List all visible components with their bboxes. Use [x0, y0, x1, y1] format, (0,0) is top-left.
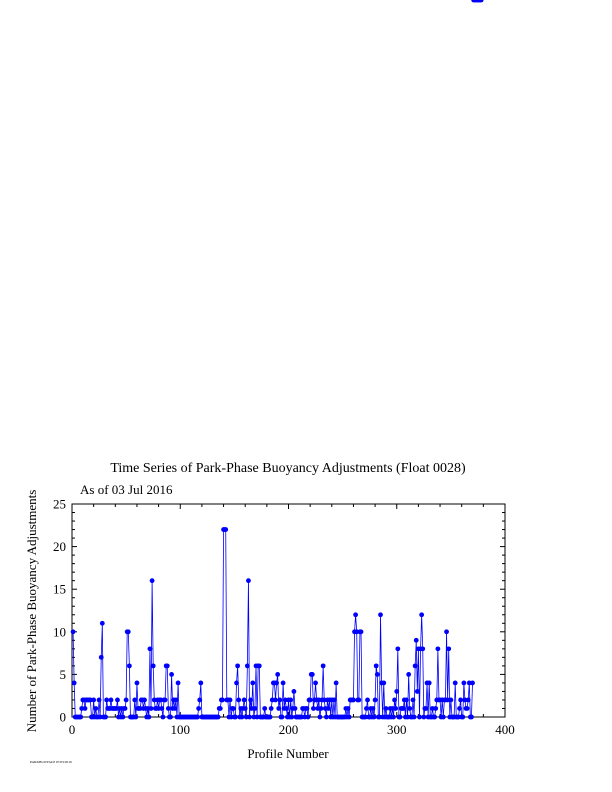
data-point	[412, 715, 417, 720]
data-point	[91, 698, 96, 703]
data-point	[359, 629, 364, 634]
data-point	[149, 706, 154, 711]
data-point	[71, 629, 76, 634]
data-point	[419, 612, 424, 617]
data-point	[127, 663, 132, 668]
data-point	[146, 715, 151, 720]
data-point	[371, 706, 376, 711]
data-point	[281, 681, 286, 686]
data-point	[458, 698, 463, 703]
data-point	[375, 672, 380, 677]
data-point	[172, 706, 177, 711]
data-point	[308, 698, 313, 703]
data-point	[411, 698, 416, 703]
data-point	[384, 706, 389, 711]
data-point	[242, 698, 247, 703]
data-point	[393, 706, 398, 711]
data-point	[313, 681, 318, 686]
data-point	[78, 715, 83, 720]
x-tick-label: 200	[278, 722, 299, 737]
data-point	[132, 698, 137, 703]
plot-area	[53, 0, 515, 737]
data-point	[245, 663, 250, 668]
data-point	[104, 698, 109, 703]
data-point	[424, 706, 429, 711]
data-point	[324, 715, 329, 720]
data-point	[404, 698, 409, 703]
data-point	[228, 698, 233, 703]
data-point	[365, 698, 370, 703]
data-point	[233, 715, 238, 720]
footer-note: PARKBUOYADJ 07/03/2016	[30, 760, 72, 764]
data-point	[310, 672, 315, 677]
data-point	[220, 698, 225, 703]
data-point	[427, 681, 432, 686]
data-point	[274, 681, 279, 686]
data-point	[169, 672, 174, 677]
data-point	[103, 715, 108, 720]
data-point	[268, 715, 273, 720]
data-point	[413, 663, 418, 668]
data-point	[166, 706, 171, 711]
data-point	[276, 706, 281, 711]
y-tick-label: 15	[53, 581, 66, 597]
data-point	[420, 646, 425, 651]
y-tick-label: 20	[53, 539, 66, 555]
data-point	[465, 706, 470, 711]
x-tick-label: 0	[68, 722, 76, 737]
x-tick-label: 300	[387, 722, 407, 737]
data-point	[176, 681, 181, 686]
data-point	[273, 698, 278, 703]
data-point	[469, 715, 474, 720]
data-point	[135, 681, 140, 686]
data-point	[460, 715, 465, 720]
data-point	[453, 681, 458, 686]
data-point	[275, 672, 280, 677]
data-point	[288, 698, 293, 703]
data-point	[247, 715, 252, 720]
data-point	[165, 663, 170, 668]
data-point	[115, 698, 120, 703]
data-point	[100, 621, 105, 626]
data-point	[466, 698, 471, 703]
data-point	[277, 698, 282, 703]
chart-title: Time Series of Park-Phase Buoyancy Adjustments (Float 0028)	[110, 461, 466, 476]
data-point	[319, 706, 324, 711]
data-point	[305, 706, 310, 711]
data-point	[293, 706, 298, 711]
data-point	[196, 706, 201, 711]
data-point	[148, 646, 153, 651]
data-point	[240, 715, 245, 720]
data-point	[433, 706, 438, 711]
data-point	[142, 698, 147, 703]
data-point	[448, 698, 453, 703]
y-tick-label: 25	[53, 496, 66, 512]
data-point	[372, 715, 377, 720]
data-point	[373, 698, 378, 703]
data-point	[356, 698, 361, 703]
data-point	[72, 681, 77, 686]
data-point	[83, 706, 88, 711]
data-point	[235, 663, 240, 668]
data-point	[257, 663, 262, 668]
data-point	[414, 638, 419, 643]
data-point	[406, 672, 411, 677]
data-point	[150, 578, 155, 583]
data-point	[435, 646, 440, 651]
data-point	[398, 715, 403, 720]
data-point	[253, 706, 258, 711]
data-point	[292, 689, 297, 694]
y-tick-label: 10	[53, 624, 66, 640]
chart-subtitle: As of 03 Jul 2016	[80, 482, 173, 497]
data-point	[381, 681, 386, 686]
data-point	[109, 698, 114, 703]
data-point	[231, 706, 236, 711]
x-axis-label: Profile Number	[247, 746, 329, 761]
data-point	[317, 715, 322, 720]
data-point	[197, 698, 202, 703]
x-tick-label: 100	[170, 722, 190, 737]
data-point	[234, 681, 239, 686]
data-point	[123, 706, 128, 711]
data-point	[236, 698, 241, 703]
series-line	[73, 530, 472, 717]
data-point	[284, 706, 289, 711]
data-point	[163, 698, 168, 703]
data-point	[432, 715, 437, 720]
data-point	[216, 715, 221, 720]
data-point	[218, 706, 223, 711]
data-point	[246, 578, 251, 583]
data-point	[198, 681, 203, 686]
data-point	[364, 706, 369, 711]
data-point	[161, 715, 166, 720]
data-point	[250, 681, 255, 686]
data-point	[346, 706, 351, 711]
data-point	[93, 706, 98, 711]
data-point	[446, 646, 451, 651]
data-point	[243, 706, 248, 711]
data-point	[151, 663, 156, 668]
data-point	[407, 706, 412, 711]
y-tick-label: 0	[59, 709, 66, 725]
data-point	[280, 715, 285, 720]
data-point	[124, 698, 129, 703]
x-tick-label: 400	[495, 722, 515, 737]
data-point	[262, 706, 267, 711]
data-point	[321, 663, 326, 668]
data-point	[374, 663, 379, 668]
data-point	[126, 629, 131, 634]
data-point	[289, 715, 294, 720]
data-point	[334, 681, 339, 686]
data-point	[421, 715, 426, 720]
data-point	[306, 715, 311, 720]
data-point	[159, 706, 164, 711]
data-point	[417, 715, 422, 720]
data-point	[97, 698, 102, 703]
data-point	[133, 715, 138, 720]
data-point	[395, 646, 400, 651]
data-point	[401, 706, 406, 711]
data-point	[311, 706, 316, 711]
y-tick-label: 5	[59, 666, 66, 682]
data-point	[195, 715, 200, 720]
data-point	[415, 689, 420, 694]
data-point	[168, 715, 173, 720]
data-point	[248, 698, 253, 703]
data-point	[394, 689, 399, 694]
data-point	[461, 681, 466, 686]
data-point	[120, 715, 125, 720]
data-point	[347, 715, 352, 720]
data-point	[351, 698, 356, 703]
data-point	[457, 706, 462, 711]
data-point	[223, 527, 228, 532]
data-point	[174, 698, 179, 703]
data-point	[332, 698, 337, 703]
data-point	[353, 612, 358, 617]
data-point	[378, 612, 383, 617]
data-point	[444, 629, 449, 634]
data-point	[326, 706, 331, 711]
y-axis-label: Number of Park-Phase Buoyancy Adjustments	[24, 489, 39, 733]
data-point	[470, 681, 475, 686]
data-point	[99, 655, 104, 660]
data-point	[269, 706, 274, 711]
data-point	[392, 698, 397, 703]
data-point	[391, 715, 396, 720]
data-point	[441, 715, 446, 720]
